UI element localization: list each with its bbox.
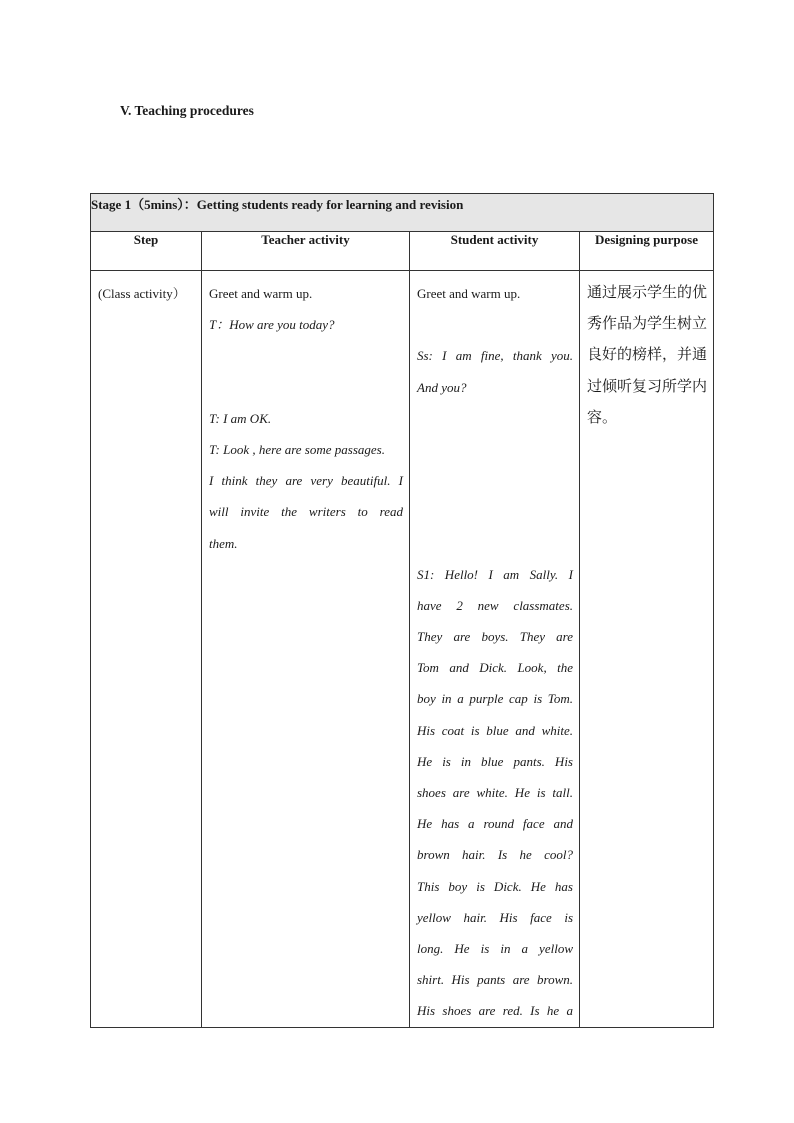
student-line: His shoes are red. Is he a bbox=[417, 1003, 573, 1019]
student-line: He has a round face and bbox=[417, 816, 573, 832]
teacher-line: T: I am OK. bbox=[209, 410, 272, 426]
student-line: boy in a purple cap is Tom. bbox=[417, 691, 573, 707]
student-line: shirt. His pants are brown. bbox=[417, 972, 573, 988]
stage-label: Stage 1（5mins）：Getting students ready for learning and revision bbox=[91, 194, 714, 232]
stage-row bbox=[91, 194, 714, 232]
header-row bbox=[91, 232, 714, 271]
student-line: brown hair. Is he cool? bbox=[417, 847, 573, 863]
purpose-text: 通过展示学生的优秀作品为学生树立良好的榜样，并通过倾听复习所学内容。 bbox=[587, 283, 708, 426]
student-line: long. He is in a yellow bbox=[417, 940, 573, 956]
student-line: This boy is Dick. He has bbox=[417, 878, 573, 894]
teacher-activity-cell bbox=[202, 271, 410, 1028]
teacher-line: them. bbox=[209, 535, 238, 551]
teacher-line: T: Look , here are some passages. bbox=[209, 441, 385, 457]
student-line: S1: Hello! I am Sally. I bbox=[417, 566, 573, 582]
header-designing-purpose: Designing purpose bbox=[580, 232, 714, 271]
student-line: have 2 new classmates. bbox=[417, 597, 573, 613]
student-line: shoes are white. He is tall. bbox=[417, 785, 573, 800]
teacher-line: will invite the writers to read bbox=[209, 504, 403, 520]
section-title: V. Teaching procedures bbox=[120, 103, 254, 118]
student-line: They are boys. They are bbox=[417, 629, 573, 645]
table-row bbox=[91, 271, 714, 1028]
teacher-line: T：How are you today? bbox=[209, 317, 335, 333]
student-line: And you? bbox=[417, 379, 467, 395]
student-line: Greet and warm up. bbox=[417, 286, 521, 301]
student-line: yellow hair. His face is bbox=[417, 909, 573, 925]
header-teacher-activity: Teacher activity bbox=[202, 232, 410, 271]
student-activity-cell bbox=[410, 271, 580, 1028]
designing-purpose-cell bbox=[580, 271, 714, 1028]
header-student-activity: Student activity bbox=[410, 232, 580, 271]
step-cell bbox=[91, 271, 202, 1028]
step-text: (Class activity） bbox=[98, 286, 186, 301]
teacher-line: I think they are very beautiful. I bbox=[209, 473, 403, 489]
teacher-line: Greet and warm up. bbox=[209, 286, 313, 301]
teaching-procedures-table bbox=[90, 193, 714, 1028]
student-line: Ss: I am fine, thank you. bbox=[417, 348, 573, 364]
student-line: His coat is blue and white. bbox=[417, 722, 573, 738]
header-step: Step bbox=[91, 232, 202, 271]
student-line: Tom and Dick. Look, the bbox=[417, 660, 573, 676]
student-line: He is in blue pants. His bbox=[417, 753, 573, 769]
